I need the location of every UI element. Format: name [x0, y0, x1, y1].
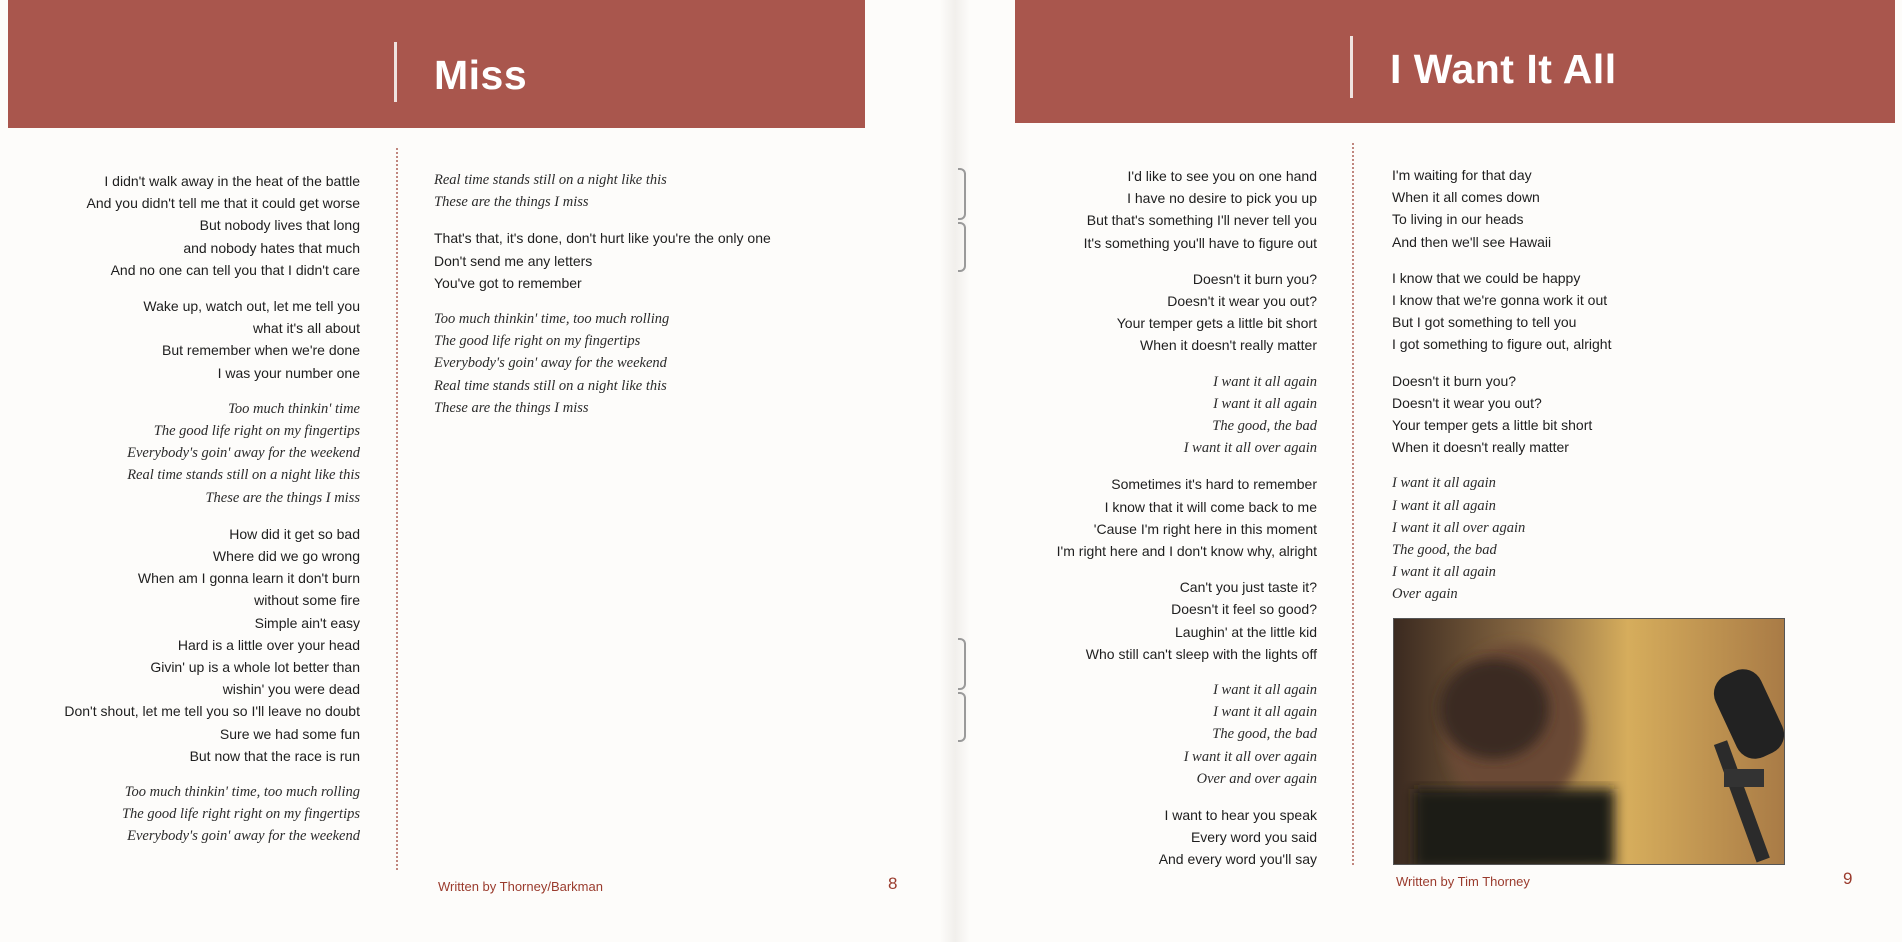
right-column-divider [1352, 143, 1354, 865]
lyric-line: The good life right on my fingertips [434, 333, 641, 350]
lyric-line: I want it all again [1392, 475, 1496, 492]
lyric-line: These are the things I miss [434, 194, 589, 211]
lyric-line: Doesn't it burn you? [1392, 372, 1517, 389]
left-title-banner [8, 0, 865, 128]
lyric-line: Who still can't sleep with the lights off [1085, 645, 1317, 662]
lyric-stanza [64, 170, 360, 281]
lyric-line: And you didn't tell me that it could get worse [86, 195, 360, 212]
lyric-line: Everybody's goin' away for the weekend [434, 355, 667, 372]
lyric-line: Don't send me any letters [434, 252, 593, 269]
lyric-stanza [64, 781, 360, 848]
lyric-line: I want it all again [1392, 564, 1496, 581]
lyric-line: The good life right right on my fingertips [121, 806, 360, 823]
lyric-line: Sure we had some fun [219, 725, 360, 742]
lyric-line: How did it get so bad [229, 525, 360, 542]
lyric-line: without some fire [254, 592, 360, 609]
staple-top-1 [958, 168, 966, 220]
lyric-stanza [1392, 472, 1611, 605]
lyric-stanza [1057, 268, 1317, 357]
lyric-line: To living in our heads [1392, 211, 1524, 228]
lyric-line: Don't shout, let me tell you so I'll leave no doubt [64, 703, 360, 720]
lyric-stanza [64, 295, 360, 384]
booklet-spine [940, 0, 970, 942]
lyric-line: But that's something I'll never tell you [1086, 212, 1317, 229]
lyric-line: Doesn't it feel so good? [1171, 601, 1317, 618]
lyric-line: When it doesn't really matter [1140, 337, 1317, 354]
lyric-line: And every word you'll say [1158, 851, 1317, 868]
lyric-line: But now that the race is run [189, 747, 360, 764]
lyric-line: and nobody hates that much [183, 239, 360, 256]
lyric-line: I know that we could be happy [1392, 269, 1581, 286]
lyric-line: I'm waiting for that day [1392, 167, 1532, 183]
lyric-stanza [1057, 473, 1317, 562]
lyric-line: These are the things I miss [205, 489, 360, 506]
lyric-line: I want it all again [1213, 373, 1317, 390]
lyric-line: Real time stands still on a night like this [434, 172, 667, 188]
lyric-stanza [1392, 267, 1611, 356]
lyric-line: Doesn't it wear you out? [1392, 394, 1542, 411]
lyric-line: Your temper gets a little bit short [1116, 315, 1317, 332]
banner-divider [1350, 36, 1353, 98]
lyric-line: Doesn't it wear you out? [1167, 293, 1317, 310]
song-title-i-want-it-all: I Want It All [1390, 46, 1617, 92]
lyric-stanza [434, 227, 771, 294]
lyric-line: Hard is a little over your head [177, 636, 360, 653]
right-title-banner [1015, 0, 1895, 123]
lyric-line: I'm right here and I don't know why, alright [1056, 543, 1317, 560]
lyric-line: That's that, it's done, don't hurt like you're the only one [434, 230, 771, 247]
photo-image [1394, 619, 1784, 864]
left-credit: Written by Thorney/Barkman [438, 879, 603, 894]
lyric-line: I want it all again [1213, 395, 1317, 412]
lyric-line: The good, the bad [1392, 542, 1497, 559]
lyric-stanza [1057, 576, 1317, 665]
song-title-miss: Miss [434, 52, 528, 98]
staple-top-2 [958, 222, 966, 272]
lyric-line: I know that we're gonna work it out [1392, 292, 1608, 309]
lyric-line: I didn't walk away in the heat of the battle [104, 173, 360, 189]
left-column-divider [396, 148, 398, 870]
right-page-number: 9 [1843, 869, 1853, 888]
lyric-line: Over again [1392, 586, 1458, 603]
lyric-line: Too much thinkin' time [228, 400, 360, 417]
lyric-stanza [64, 523, 360, 767]
lyric-line: I'd like to see you on one hand [1127, 168, 1317, 184]
lyric-stanza [434, 169, 771, 213]
lyric-line: But remember when we're done [162, 342, 360, 359]
lyric-line: When it all comes down [1392, 189, 1540, 206]
lyric-line: I was your number one [217, 364, 360, 381]
lyric-line: I want it all again [1213, 682, 1317, 699]
lyric-stanza [1057, 804, 1317, 871]
staple-bottom-2 [958, 692, 966, 742]
lyric-line: Too much thinkin' time, too much rolling [434, 311, 670, 328]
lyric-stanza [1392, 164, 1611, 253]
lyric-stanza [1057, 165, 1317, 254]
lyric-stanza [434, 308, 771, 419]
lyric-line: wishin' you were dead [222, 681, 360, 698]
lyric-stanza [1057, 371, 1317, 460]
i-want-it-all-lyrics-column-1 [1057, 165, 1317, 885]
lyric-line: what it's all about [253, 320, 360, 337]
lyric-line: Over and over again [1196, 770, 1317, 787]
lyric-line: And then we'll see Hawaii [1392, 233, 1552, 250]
lyric-line: I know that it will come back to me [1104, 498, 1317, 515]
lyric-line: 'Cause I'm right here in this moment [1093, 520, 1317, 537]
lyric-line: I want it all again [1213, 704, 1317, 721]
band-photo-microphone [1393, 618, 1785, 865]
lyric-line: Can't you just taste it? [1179, 579, 1317, 596]
lyric-line: Your temper gets a little bit short [1392, 417, 1593, 434]
lyric-line: The good, the bad [1212, 726, 1317, 743]
lyric-line: Laughin' at the little kid [1175, 623, 1317, 640]
lyric-line: I want to hear you speak [1164, 807, 1317, 824]
banner-divider [394, 42, 397, 102]
lyric-stanza [1392, 370, 1611, 459]
left-page-number: 8 [888, 874, 898, 893]
lyric-line: Givin' up is a whole lot better than [150, 659, 360, 676]
lyric-line: But nobody lives that long [199, 217, 360, 234]
lyric-line: These are the things I miss [434, 399, 589, 416]
lyric-line: I want it all over again [1392, 519, 1526, 536]
lyric-stanza [1057, 679, 1317, 790]
lyric-line: Too much thinkin' time, too much rolling [124, 784, 360, 801]
lyric-line: The good life right on my fingertips [153, 423, 360, 440]
lyric-line: You've got to remember [434, 274, 582, 291]
lyric-line: I want it all over again [1183, 748, 1317, 765]
miss-lyrics-column-1 [64, 170, 360, 862]
miss-lyrics-column-2 [434, 169, 771, 433]
lyric-line: I want it all again [1392, 497, 1496, 514]
lyric-line: But I got something to tell you [1392, 314, 1577, 331]
lyric-stanza [64, 398, 360, 509]
lyric-line: I have no desire to pick you up [1127, 190, 1317, 207]
lyric-line: Everybody's goin' away for the weekend [127, 828, 360, 845]
lyric-line: I want it all over again [1183, 440, 1317, 457]
staple-bottom-1 [958, 638, 966, 690]
lyric-line: It's something you'll have to figure out [1083, 234, 1317, 251]
lyric-line: Where did we go wrong [212, 548, 360, 565]
lyric-line: The good, the bad [1212, 418, 1317, 435]
lyric-line: Wake up, watch out, let me tell you [143, 298, 360, 315]
lyric-line: Sometimes it's hard to remember [1111, 476, 1317, 493]
lyric-line: When it doesn't really matter [1392, 439, 1569, 456]
lyric-line: I got something to figure out, alright [1392, 336, 1612, 353]
lyric-line: Real time stands still on a night like this [127, 467, 360, 484]
lyric-line: Simple ain't easy [254, 614, 360, 631]
lyric-line: Every word you said [1190, 829, 1317, 846]
i-want-it-all-lyrics-column-2 [1392, 164, 1611, 620]
lyric-line: Doesn't it burn you? [1192, 270, 1317, 287]
lyric-line: Real time stands still on a night like this [434, 377, 667, 394]
right-credit: Written by Tim Thorney [1396, 874, 1530, 889]
lyric-line: And no one can tell you that I didn't care [110, 261, 360, 278]
lyric-line: When am I gonna learn it don't burn [137, 570, 360, 587]
lyric-line: Everybody's goin' away for the weekend [127, 445, 360, 462]
